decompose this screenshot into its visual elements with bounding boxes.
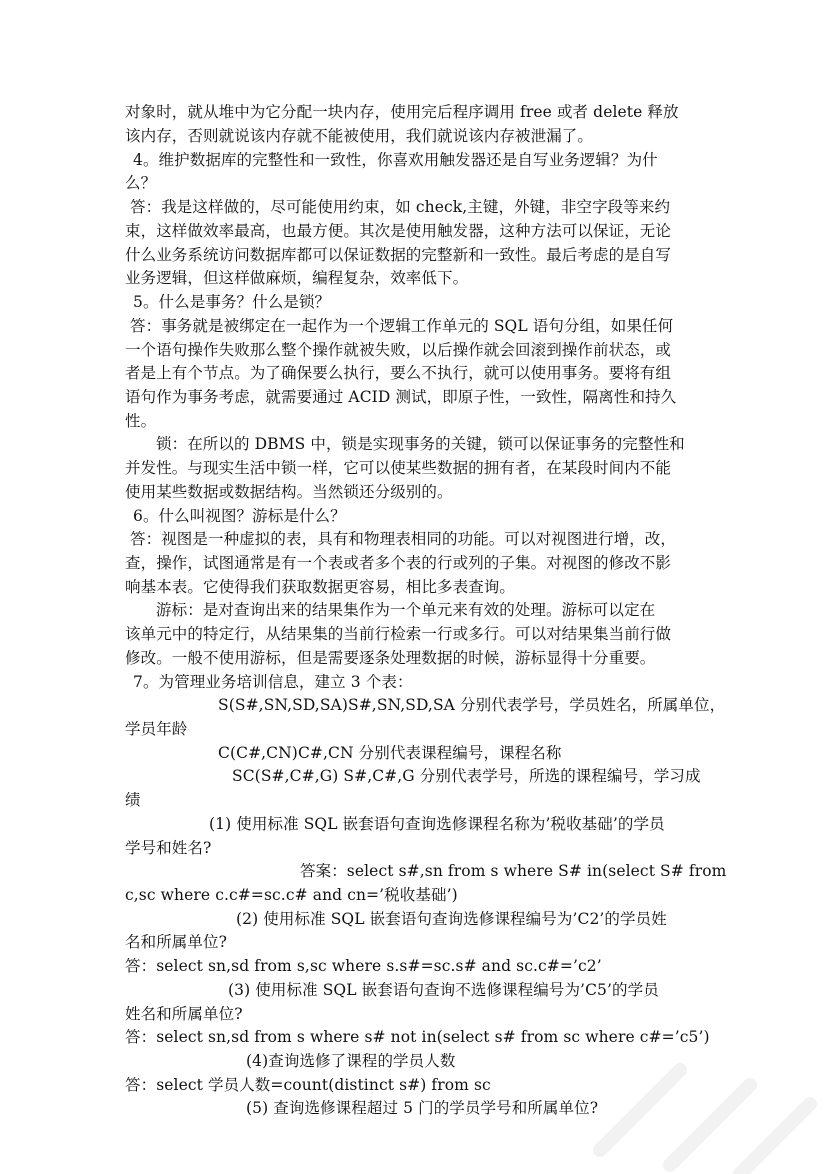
- text-line: 修改。一般不使用游标，但是需要逐条处理数据的时候，游标显得十分重要。: [125, 649, 656, 667]
- text-line: 该单元中的特定行，从结果集的当前行检索一行或多行。可以对结果集当前行做: [125, 625, 672, 643]
- answer-sql-2: 答：select sn,sd from s,sc where s.s#=sc.s# and sc.c#=’c2’: [125, 957, 602, 975]
- sub-question-1: (1) 使用标准 SQL 嵌套语句查询选修课程名称为’税收基础’的学员: [209, 815, 665, 833]
- text-line: 束，这样做效率最高，也最方便。其次是使用触发器，这种方法可以保证，无论: [125, 222, 672, 240]
- question-4-heading: 4。维护数据库的完整性和一致性，你喜欢用触发器还是自写业务逻辑？为什: [133, 151, 658, 169]
- text-line: 么？: [125, 174, 157, 192]
- table-s-definition: S(S#,SN,SD,SA)S#,SN,SD,SA 分别代表学号，学员姓名，所属单位，: [218, 696, 726, 714]
- text-line: 并发性。与现实生活中锁一样，它可以使某些数据的拥有者，在某段时间内不能: [125, 459, 672, 477]
- table-c-definition: C(C#,CN)C#,CN 分别代表课程编号，课程名称: [218, 744, 562, 762]
- answer-sql-3: 答：select sn,sd from s where s# not in(select s# from sc where c#=’c5’): [125, 1028, 710, 1046]
- sub-question-2: (2) 使用标准 SQL 嵌套语句查询选修课程编号为’C2’的学员姓: [236, 910, 667, 928]
- text-line: 名和所属单位?: [125, 933, 228, 951]
- watermark-graphic: [560, 990, 830, 1174]
- answer-4: 答：我是这样做的，尽可能使用约束，如 check,主键，外键，非空字段等来约: [130, 198, 671, 216]
- cursor-paragraph: 游标：是对查询出来的结果集作为一个单元来有效的处理。游标可以定在: [156, 601, 656, 619]
- question-6-heading: 6。什么叫视图？游标是什么？: [133, 507, 346, 525]
- answer-sql-1: 答案：select s#,sn from s where S# in(select S# from: [300, 862, 727, 880]
- text-line: 该内存，否则就说该内存就不能被使用，我们就说该内存被泄漏了。: [125, 127, 594, 145]
- text-line: 什么业务系统访问数据库都可以保证数据的完整新和一致性。最后考虑的是自写: [125, 246, 672, 264]
- text-line: 者是上有个节点。为了确保要么执行，要么不执行，就可以使用事务。要将有组: [125, 364, 672, 382]
- text-line: 对象时，就从堆中为它分配一块内存，使用完后程序调用 free 或者 delete 释放: [125, 103, 679, 121]
- sub-question-4: (4)查询选修了课程的学员人数: [246, 1052, 456, 1070]
- lock-paragraph: 锁：在所以的 DBMS 中，锁是实现事务的关键，锁可以保证事务的完整性和: [156, 435, 685, 453]
- text-line: 学员年龄: [125, 720, 188, 738]
- sub-question-5: (5) 查询选修课程超过 5 门的学员学号和所属单位?: [246, 1099, 599, 1117]
- text-line: 性。: [125, 412, 157, 430]
- text-line: 一个语句操作失败那么整个操作就被失败，以后操作就会回滚到操作前状态，或: [125, 341, 672, 359]
- text-line: c,sc where c.c#=sc.c# and cn=’税收基础’): [125, 886, 458, 904]
- question-5-heading: 5。什么是事务？什么是锁？: [133, 293, 331, 311]
- text-line: 学号和姓名?: [125, 839, 212, 857]
- text-line: 语句作为事务考虑，就需要通过 ACID 测试，即原子性，一致性，隔离性和持久: [125, 388, 677, 406]
- answer-6: 答：视图是一种虚拟的表，具有和物理表相同的功能。可以对视图进行增，改，: [130, 530, 677, 548]
- text-line: 业务逻辑，但这样做麻烦，编程复杂，效率低下。: [125, 269, 469, 287]
- text-line: 查，操作，试图通常是有一个表或者多个表的行或列的子集。对视图的修改不影: [125, 554, 672, 572]
- text-line: 使用某些数据或数据结构。当然锁还分级别的。: [125, 483, 453, 501]
- question-7-heading: 7。为管理业务培训信息，建立 3 个表：: [133, 673, 413, 691]
- table-sc-definition: SC(S#,C#,G) S#,C#,G 分别代表学号，所选的课程编号，学习成: [232, 767, 701, 785]
- answer-5: 答：事务就是被绑定在一起作为一个逻辑工作单元的 SQL 语句分组，如果任何: [130, 317, 674, 335]
- text-line: 绩: [125, 791, 141, 809]
- answer-sql-4: 答：select 学员人数=count(distinct s#) from sc: [125, 1076, 491, 1094]
- text-line: 姓名和所属单位?: [125, 1005, 243, 1023]
- sub-question-3: (3) 使用标准 SQL 嵌套语句查询不选修课程编号为’C5’的学员: [228, 981, 659, 999]
- text-line: 响基本表。它使得我们获取数据更容易，相比多表查询。: [125, 578, 516, 596]
